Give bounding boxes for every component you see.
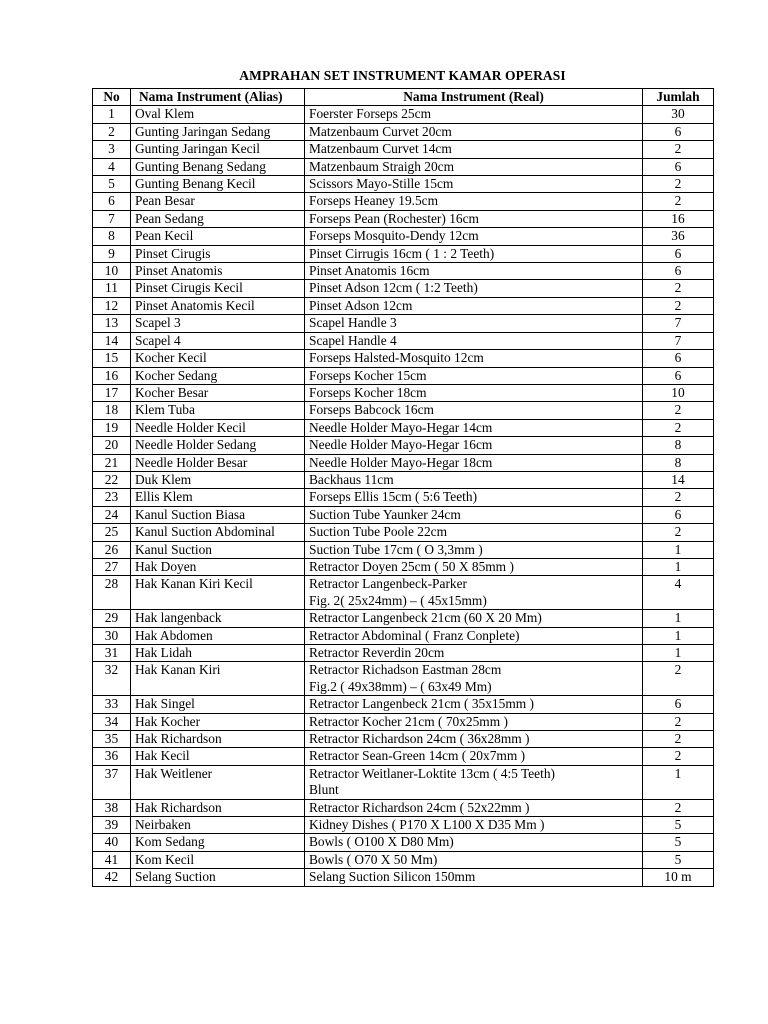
row-number: 34 [93, 713, 131, 730]
instrument-real-name-line: Matzenbaum Curvet 20cm [309, 123, 452, 139]
instrument-quantity: 36 [643, 228, 714, 245]
instrument-alias: Hak Lidah [131, 645, 305, 662]
instrument-real-name [305, 280, 643, 297]
instrument-quantity: 5 [643, 817, 714, 834]
instrument-real-name-line: Forseps Heaney 19.5cm [309, 193, 439, 209]
row-number: 12 [93, 297, 131, 314]
instrument-quantity: 2 [643, 297, 714, 314]
instrument-alias: Kanul Suction Abdominal [131, 524, 305, 541]
row-number: 39 [93, 817, 131, 834]
instrument-alias: Hak Weitlener [131, 765, 305, 799]
instrument-alias: Gunting Jaringan Sedang [131, 123, 305, 140]
row-number: 38 [93, 799, 131, 816]
row-number: 25 [93, 524, 131, 541]
table-row [93, 350, 714, 367]
instrument-alias: Hak Doyen [131, 558, 305, 575]
instrument-real-name-line: Foerster Forseps 25cm [309, 106, 431, 122]
instrument-quantity: 8 [643, 437, 714, 454]
column-header-jumlah: Jumlah [643, 89, 714, 106]
instrument-real-name-line: Fig. 2( 25x24mm) – ( 45x15mm) [309, 592, 487, 608]
table-row [93, 332, 714, 349]
table-row [93, 834, 714, 851]
instrument-real-name [305, 471, 643, 488]
instrument-alias: Selang Suction [131, 869, 305, 886]
instrument-alias: Needle Holder Besar [131, 454, 305, 471]
instrument-real-name-line: Pinset Cirrugis 16cm ( 1 : 2 Teeth) [309, 245, 495, 261]
instrument-alias: Gunting Benang Kecil [131, 176, 305, 193]
instrument-alias: Hak Kanan Kiri [131, 662, 305, 696]
instrument-alias: Hak Abdomen [131, 627, 305, 644]
instrument-real-name-line: Backhaus 11cm [309, 471, 394, 487]
instrument-real-name-line: Selang Suction Silicon 150mm [309, 869, 476, 885]
instrument-quantity: 2 [643, 141, 714, 158]
instrument-real-name [305, 263, 643, 280]
instrument-quantity: 7 [643, 315, 714, 332]
instrument-real-name-line: Forseps Halsted-Mosquito 12cm [309, 350, 484, 366]
instrument-alias: Pean Sedang [131, 210, 305, 227]
instrument-real-name [305, 576, 643, 610]
table-row [93, 869, 714, 886]
instrument-alias: Kom Kecil [131, 851, 305, 868]
instrument-real-name-line: Bowls ( O100 X D80 Mm) [309, 834, 454, 850]
row-number: 5 [93, 176, 131, 193]
instrument-quantity: 5 [643, 851, 714, 868]
instrument-alias: Pinset Cirugis [131, 245, 305, 262]
instrument-real-name [305, 193, 643, 210]
instrument-alias: Pean Kecil [131, 228, 305, 245]
instrument-real-name-line: Matzenbaum Straigh 20cm [309, 158, 455, 174]
row-number: 13 [93, 315, 131, 332]
instrument-real-name [305, 158, 643, 175]
instrument-real-name-line: Retractor Reverdin 20cm [309, 645, 445, 660]
row-number: 19 [93, 419, 131, 436]
instrument-real-name-line: Fig.2 ( 49x38mm) – ( 63x49 Mm) [309, 678, 492, 694]
row-number: 40 [93, 834, 131, 851]
table-row [93, 524, 714, 541]
instrument-real-name-line: Forseps Ellis 15cm ( 5:6 Teeth) [309, 489, 478, 505]
table-header-row [93, 89, 714, 106]
instrument-real-name-line: Needle Holder Mayo-Hegar 16cm [309, 437, 493, 453]
instrument-real-name [305, 332, 643, 349]
table-row [93, 106, 714, 123]
column-header-no: No [93, 89, 131, 106]
instrument-alias: Pean Besar [131, 193, 305, 210]
row-number: 30 [93, 627, 131, 644]
instrument-quantity: 8 [643, 454, 714, 471]
instrument-alias: Scapel 4 [131, 332, 305, 349]
row-number: 3 [93, 141, 131, 158]
instrument-real-name [305, 315, 643, 332]
row-number: 33 [93, 696, 131, 713]
row-number: 28 [93, 576, 131, 610]
instrument-quantity: 6 [643, 350, 714, 367]
instrument-real-name [305, 141, 643, 158]
instrument-alias: Needle Holder Kecil [131, 419, 305, 436]
table-row [93, 454, 714, 471]
instrument-real-name [305, 799, 643, 816]
row-number: 1 [93, 106, 131, 123]
instrument-real-name [305, 869, 643, 886]
instrument-real-name [305, 558, 643, 575]
instrument-real-name [305, 610, 643, 627]
instrument-alias: Pinset Anatomis Kecil [131, 297, 305, 314]
instrument-real-name-line: Retractor Langenbeck 21cm (60 X 20 Mm) [309, 610, 542, 626]
instrument-quantity: 6 [643, 696, 714, 713]
instrument-alias: Kocher Besar [131, 384, 305, 401]
table-row [93, 576, 714, 610]
table-row [93, 419, 714, 436]
table-row [93, 696, 714, 713]
table-row [93, 662, 714, 696]
instrument-real-name-line: Bowls ( O70 X 50 Mm) [309, 851, 438, 867]
instrument-real-name [305, 765, 643, 799]
instrument-quantity: 6 [643, 506, 714, 523]
instrument-quantity: 4 [643, 576, 714, 610]
instrument-quantity: 7 [643, 332, 714, 349]
table-row [93, 245, 714, 262]
instrument-alias: Kocher Sedang [131, 367, 305, 384]
instrument-quantity: 1 [643, 541, 714, 558]
row-number: 16 [93, 367, 131, 384]
table-row [93, 471, 714, 488]
instrument-real-name [305, 402, 643, 419]
instrument-quantity: 1 [643, 558, 714, 575]
row-number: 36 [93, 748, 131, 765]
instrument-quantity: 30 [643, 106, 714, 123]
instrument-quantity: 2 [643, 713, 714, 730]
instrument-real-name [305, 748, 643, 765]
instrument-quantity: 1 [643, 645, 714, 662]
instrument-real-name [305, 350, 643, 367]
instrument-real-name [305, 210, 643, 227]
instrument-real-name-line: Retractor Doyen 25cm ( 50 X 85mm ) [309, 558, 514, 574]
instrument-quantity: 2 [643, 731, 714, 748]
row-number: 24 [93, 506, 131, 523]
instrument-real-name-line: Pinset Anatomis 16cm [309, 263, 430, 279]
table-row [93, 731, 714, 748]
instrument-alias: Ellis Klem [131, 489, 305, 506]
instrument-alias: Hak Richardson [131, 799, 305, 816]
instrument-real-name [305, 713, 643, 730]
instrument-real-name-line: Forseps Kocher 15cm [309, 367, 427, 383]
row-number: 15 [93, 350, 131, 367]
row-number: 6 [93, 193, 131, 210]
instrument-real-name [305, 106, 643, 123]
instrument-quantity: 6 [643, 263, 714, 280]
instrument-real-name-line: Pinset Adson 12cm [309, 297, 413, 313]
row-number: 4 [93, 158, 131, 175]
table-row [93, 817, 714, 834]
instrument-real-name [305, 297, 643, 314]
instrument-real-name [305, 696, 643, 713]
instrument-alias: Kanul Suction Biasa [131, 506, 305, 523]
table-row [93, 610, 714, 627]
instrument-real-name [305, 245, 643, 262]
instrument-alias: Hak langenback [131, 610, 305, 627]
instrument-alias: Kanul Suction [131, 541, 305, 558]
instrument-quantity: 1 [643, 627, 714, 644]
table-row [93, 402, 714, 419]
table-row [93, 627, 714, 644]
instrument-real-name-line: Retractor Richardson 24cm ( 36x28mm ) [309, 731, 530, 747]
instrument-alias: Needle Holder Sedang [131, 437, 305, 454]
table-row [93, 367, 714, 384]
table-row [93, 297, 714, 314]
table-row [93, 713, 714, 730]
instrument-real-name-line: Pinset Adson 12cm ( 1:2 Teeth) [309, 280, 478, 296]
table-row [93, 280, 714, 297]
instrument-alias: Hak Kocher [131, 713, 305, 730]
row-number: 7 [93, 210, 131, 227]
instrument-real-name-line: Suction Tube Yaunker 24cm [309, 506, 461, 522]
instrument-alias: Gunting Benang Sedang [131, 158, 305, 175]
instrument-real-name-line: Forseps Pean (Rochester) 16cm [309, 210, 479, 226]
instrument-real-name-line: Kidney Dishes ( P170 X L100 X D35 Mm ) [309, 817, 545, 833]
instrument-real-name [305, 834, 643, 851]
instrument-alias: Duk Klem [131, 471, 305, 488]
instrument-alias: Gunting Jaringan Kecil [131, 141, 305, 158]
instrument-real-name [305, 506, 643, 523]
instrument-quantity: 6 [643, 123, 714, 140]
instrument-alias: Oval Klem [131, 106, 305, 123]
row-number: 20 [93, 437, 131, 454]
row-number: 14 [93, 332, 131, 349]
instrument-real-name [305, 367, 643, 384]
table-body [93, 106, 714, 886]
instrument-real-name [305, 419, 643, 436]
instrument-quantity: 2 [643, 419, 714, 436]
instrument-quantity: 2 [643, 524, 714, 541]
row-number: 37 [93, 765, 131, 799]
instrument-quantity: 2 [643, 799, 714, 816]
column-header-real: Nama Instrument (Real) [305, 89, 643, 106]
table-row [93, 141, 714, 158]
instrument-real-name-line: Needle Holder Mayo-Hegar 18cm [309, 454, 493, 470]
instrument-alias: Pinset Anatomis [131, 263, 305, 280]
instrument-quantity: 2 [643, 662, 714, 696]
instrument-quantity: 2 [643, 489, 714, 506]
table-row [93, 799, 714, 816]
instrument-quantity: 10 m [643, 869, 714, 886]
table-row [93, 506, 714, 523]
instrument-real-name [305, 731, 643, 748]
table-row [93, 437, 714, 454]
instrument-real-name-line: Retractor Abdominal ( Franz Conplete) [309, 627, 520, 643]
row-number: 29 [93, 610, 131, 627]
row-number: 26 [93, 541, 131, 558]
instrument-quantity: 1 [643, 610, 714, 627]
instrument-real-name [305, 645, 643, 662]
instrument-real-name-line: Scissors Mayo-Stille 15cm [309, 176, 454, 192]
instrument-real-name [305, 454, 643, 471]
instrument-quantity: 2 [643, 280, 714, 297]
table-row [93, 541, 714, 558]
table-row [93, 558, 714, 575]
table-row [93, 851, 714, 868]
instrument-real-name-line: Scapel Handle 4 [309, 332, 397, 348]
instrument-real-name-line: Scapel Handle 3 [309, 315, 397, 331]
instrument-real-name-line: Suction Tube Poole 22cm [309, 524, 448, 540]
table-row [93, 123, 714, 140]
instrument-alias: Kom Sedang [131, 834, 305, 851]
row-number: 2 [93, 123, 131, 140]
instrument-quantity: 6 [643, 158, 714, 175]
row-number: 32 [93, 662, 131, 696]
row-number: 41 [93, 851, 131, 868]
instrument-real-name-line: Retractor Kocher 21cm ( 70x25mm ) [309, 713, 508, 729]
instrument-alias: Neirbaken [131, 817, 305, 834]
row-number: 22 [93, 471, 131, 488]
instrument-real-name-line: Suction Tube 17cm ( O 3,3mm ) [309, 541, 483, 557]
instrument-alias: Hak Singel [131, 696, 305, 713]
row-number: 17 [93, 384, 131, 401]
instrument-alias: Hak Richardson [131, 731, 305, 748]
instrument-real-name-line: Forseps Babcock 16cm [309, 402, 434, 418]
instrument-real-name [305, 176, 643, 193]
instrument-real-name-line: Needle Holder Mayo-Hegar 14cm [309, 419, 493, 435]
table-row [93, 228, 714, 245]
instrument-real-name [305, 228, 643, 245]
table-row [93, 176, 714, 193]
row-number: 18 [93, 402, 131, 419]
instrument-real-name [305, 524, 643, 541]
column-header-alias: Nama Instrument (Alias) [131, 89, 305, 106]
row-number: 10 [93, 263, 131, 280]
instrument-real-name-line: Retractor Richardson 24cm ( 52x22mm ) [309, 799, 530, 815]
instrument-alias: Scapel 3 [131, 315, 305, 332]
instrument-quantity: 2 [643, 748, 714, 765]
instrument-real-name-line: Retractor Sean-Green 14cm ( 20x7mm ) [309, 748, 526, 764]
table-row [93, 765, 714, 799]
row-number: 27 [93, 558, 131, 575]
instrument-real-name [305, 437, 643, 454]
instrument-real-name [305, 817, 643, 834]
instrument-real-name-line: Retractor Langenbeck-Parker [309, 576, 468, 592]
instrument-real-name [305, 627, 643, 644]
instrument-real-name-line: Matzenbaum Curvet 14cm [309, 141, 452, 157]
instrument-real-name [305, 489, 643, 506]
row-number: 9 [93, 245, 131, 262]
instrument-real-name [305, 662, 643, 696]
instrument-quantity: 6 [643, 367, 714, 384]
row-number: 11 [93, 280, 131, 297]
table-row [93, 645, 714, 662]
instrument-alias: Pinset Cirugis Kecil [131, 280, 305, 297]
instrument-alias: Hak Kecil [131, 748, 305, 765]
instrument-alias: Hak Kanan Kiri Kecil [131, 576, 305, 610]
instrument-table [92, 88, 714, 887]
instrument-real-name-line: Forseps Kocher 18cm [309, 384, 427, 400]
table-row [93, 193, 714, 210]
instrument-real-name-line: Forseps Mosquito-Dendy 12cm [309, 228, 479, 244]
table-row [93, 158, 714, 175]
instrument-real-name [305, 851, 643, 868]
instrument-real-name [305, 384, 643, 401]
row-number: 42 [93, 869, 131, 886]
row-number: 35 [93, 731, 131, 748]
table-row [93, 315, 714, 332]
table-row [93, 210, 714, 227]
table-row [93, 384, 714, 401]
instrument-real-name-line: Retractor Richadson Eastman 28cm [309, 662, 502, 678]
instrument-quantity: 1 [643, 765, 714, 799]
instrument-real-name-line: Retractor Langenbeck 21cm ( 35x15mm ) [309, 696, 534, 712]
row-number: 31 [93, 645, 131, 662]
table-row [93, 263, 714, 280]
instrument-alias: Kocher Kecil [131, 350, 305, 367]
instrument-quantity: 6 [643, 245, 714, 262]
row-number: 8 [93, 228, 131, 245]
instrument-real-name-line: Retractor Weitlaner-Loktite 13cm ( 4:5 Teeth) [309, 765, 555, 781]
instrument-quantity: 2 [643, 402, 714, 419]
row-number: 23 [93, 489, 131, 506]
instrument-quantity: 14 [643, 471, 714, 488]
instrument-quantity: 5 [643, 834, 714, 851]
instrument-real-name [305, 541, 643, 558]
instrument-quantity: 16 [643, 210, 714, 227]
table-row [93, 489, 714, 506]
page-title: AMPRAHAN SET INSTRUMENT KAMAR OPERASI [239, 68, 566, 83]
table-row [93, 748, 714, 765]
instrument-real-name [305, 123, 643, 140]
instrument-quantity: 2 [643, 176, 714, 193]
instrument-quantity: 10 [643, 384, 714, 401]
instrument-real-name-line: Blunt [309, 782, 339, 798]
row-number: 21 [93, 454, 131, 471]
instrument-alias: Klem Tuba [131, 402, 305, 419]
instrument-quantity: 2 [643, 193, 714, 210]
